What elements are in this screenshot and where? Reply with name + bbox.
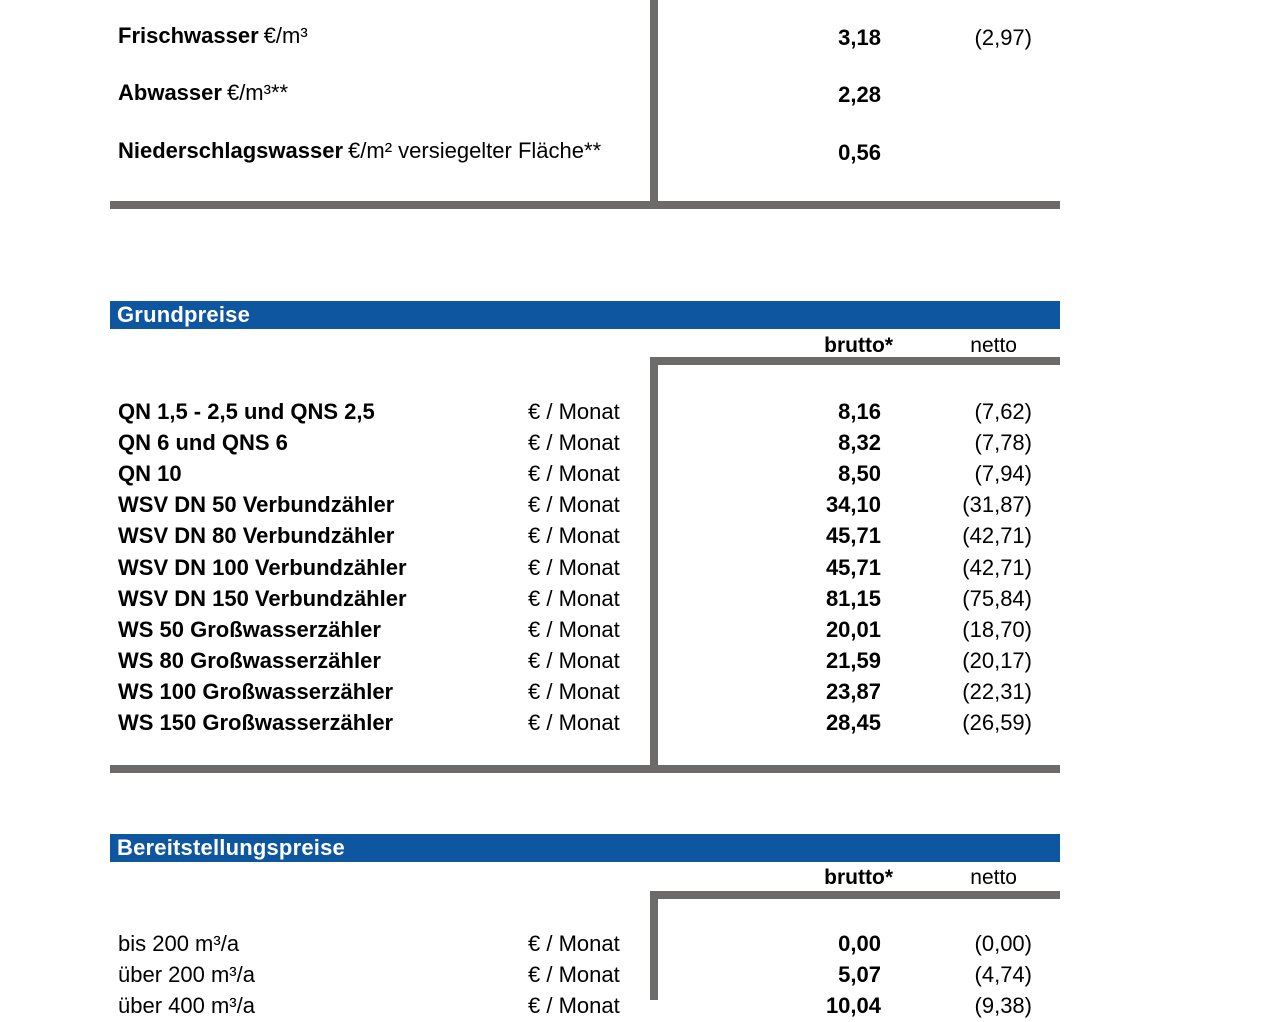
price-row — [118, 646, 1045, 677]
brutto-value: 34,10 — [825, 492, 881, 518]
price-row — [118, 583, 1045, 614]
column-header-brutto: brutto* — [824, 866, 893, 889]
brutto-value: 81,15 — [825, 585, 881, 611]
row-unit: €/m² versiegelter Fläche** — [348, 138, 602, 163]
section-title: Grundpreise — [117, 302, 251, 327]
row-unit: € / Monat — [528, 679, 620, 705]
price-row — [118, 396, 1045, 427]
row-label: WSV DN 50 Verbundzähler — [118, 492, 395, 518]
price-row — [118, 138, 1045, 167]
row-label: WSV DN 80 Verbundzähler — [118, 523, 395, 549]
price-row — [118, 614, 1045, 645]
brutto-value: 0,00 — [838, 930, 881, 956]
netto-value: (7,78) — [974, 429, 1032, 455]
brutto-value: 45,71 — [825, 523, 881, 549]
row-unit: € / Monat — [528, 992, 620, 1018]
row-label: WSV DN 150 Verbundzähler — [118, 585, 407, 611]
grundpreise-rows — [118, 396, 1045, 739]
brutto-value: 10,04 — [825, 992, 881, 1018]
row-unit: € / Monat — [528, 554, 620, 580]
column-header-netto: netto — [970, 334, 1017, 357]
netto-value: (26,59) — [962, 710, 1032, 736]
netto-value: (7,62) — [974, 398, 1032, 424]
row-unit: € / Monat — [528, 710, 620, 736]
brutto-value: 21,59 — [825, 648, 881, 674]
row-label: über 400 m³/a — [118, 992, 255, 1018]
row-unit: €/m³** — [226, 80, 289, 105]
price-row — [118, 521, 1045, 552]
column-header-row — [118, 334, 1045, 358]
brutto-value: 8,50 — [838, 460, 881, 486]
row-label: bis 200 m³/a — [118, 930, 240, 956]
price-row — [118, 959, 1045, 990]
section-header-grundpreise — [110, 301, 1060, 329]
row-label: WS 50 Großwasserzähler — [118, 616, 381, 642]
netto-value: (0,00) — [974, 930, 1032, 956]
row-label: QN 1,5 - 2,5 und QNS 2,5 — [118, 398, 375, 424]
section-title: Bereitstellungspreise — [117, 835, 345, 860]
row-label: QN 6 und QNS 6 — [118, 429, 288, 455]
table-border-bottom — [110, 765, 1060, 773]
price-row — [118, 552, 1045, 583]
row-label: WS 150 Großwasserzähler — [118, 710, 394, 736]
brutto-value: 8,16 — [838, 398, 881, 424]
row-unit: €/m³ — [263, 23, 308, 48]
brutto-value: 8,32 — [838, 429, 881, 455]
brutto-value: 3,18 — [838, 24, 881, 50]
netto-value: (31,87) — [962, 492, 1032, 518]
price-row — [118, 23, 1045, 52]
netto-value: (22,31) — [962, 679, 1032, 705]
row-unit: € / Monat — [528, 429, 620, 455]
brutto-value: 0,56 — [838, 139, 881, 165]
row-label: über 200 m³/a — [118, 961, 255, 987]
netto-value: (9,38) — [974, 992, 1032, 1018]
row-unit: € / Monat — [528, 585, 620, 611]
column-header-netto: netto — [970, 866, 1017, 889]
netto-value: (4,74) — [974, 961, 1032, 987]
row-unit: € / Monat — [528, 460, 620, 486]
row-unit: € / Monat — [528, 961, 620, 987]
row-unit: € / Monat — [528, 930, 620, 956]
row-unit: € / Monat — [528, 492, 620, 518]
row-label — [118, 80, 658, 109]
price-row — [118, 490, 1045, 521]
price-row — [118, 458, 1045, 489]
table-border-top — [650, 891, 1060, 899]
table-border-top — [650, 357, 1060, 365]
brutto-value: 20,01 — [825, 616, 881, 642]
netto-value: (7,94) — [974, 460, 1032, 486]
price-row — [118, 677, 1045, 708]
row-label: WSV DN 100 Verbundzähler — [118, 554, 407, 580]
price-row — [118, 928, 1045, 959]
row-label — [118, 23, 658, 52]
row-unit: € / Monat — [528, 523, 620, 549]
netto-value: (18,70) — [962, 616, 1032, 642]
row-label-name: Frischwasser — [118, 23, 259, 48]
price-row — [118, 427, 1045, 458]
column-header-brutto: brutto* — [824, 334, 893, 357]
brutto-value: 45,71 — [825, 554, 881, 580]
netto-value: (2,97) — [974, 24, 1032, 50]
column-header-row — [118, 866, 1045, 890]
brutto-value: 28,45 — [825, 710, 881, 736]
bereitstellungspreise-rows — [118, 928, 1045, 1022]
netto-value: (42,71) — [962, 554, 1032, 580]
brutto-value: 2,28 — [838, 81, 881, 107]
row-label: WS 100 Großwasserzähler — [118, 679, 394, 705]
netto-value: (20,17) — [962, 648, 1032, 674]
price-row — [118, 990, 1045, 1021]
row-label: QN 10 — [118, 460, 182, 486]
table-border-bottom — [110, 201, 1060, 209]
row-unit: € / Monat — [528, 398, 620, 424]
row-label — [118, 138, 658, 167]
netto-value: (75,84) — [962, 585, 1032, 611]
brutto-value: 5,07 — [838, 961, 881, 987]
row-label-name: Niederschlagswasser — [118, 138, 344, 163]
row-label-name: Abwasser — [118, 80, 222, 105]
price-row — [118, 708, 1045, 739]
row-label: WS 80 Großwasserzähler — [118, 648, 381, 674]
section-header-bereitstellungspreise — [110, 834, 1060, 862]
row-unit: € / Monat — [528, 616, 620, 642]
price-row — [118, 80, 1045, 109]
brutto-value: 23,87 — [825, 679, 881, 705]
row-unit: € / Monat — [528, 648, 620, 674]
netto-value: (42,71) — [962, 523, 1032, 549]
